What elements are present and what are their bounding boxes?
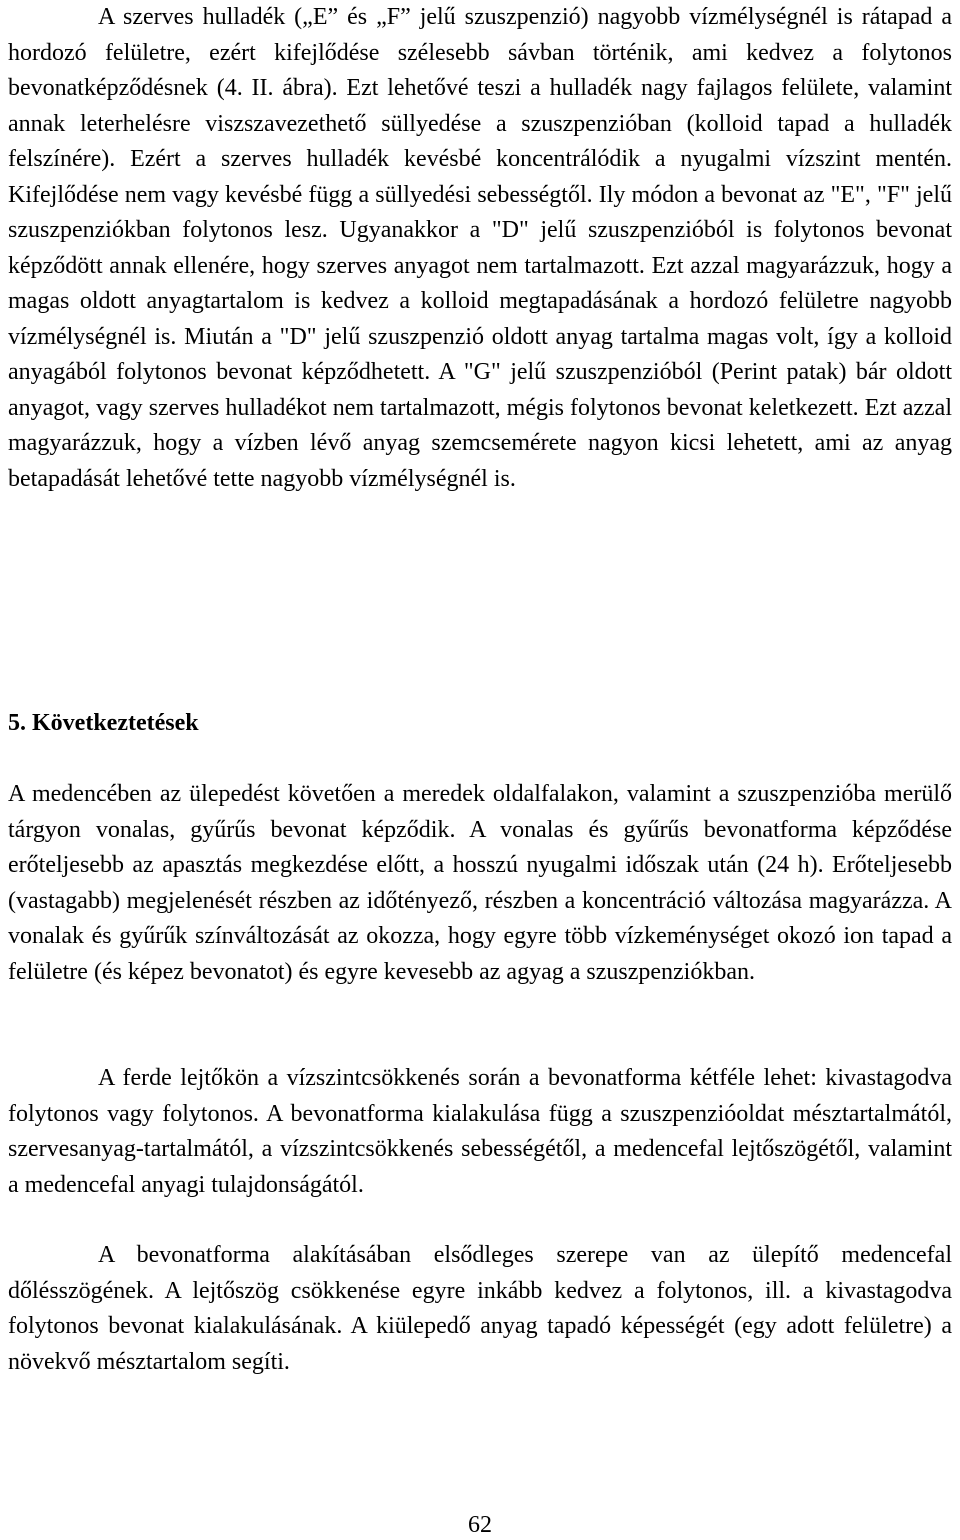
section-heading: 5. Következtetések <box>8 710 199 736</box>
page-number: 62 <box>468 1512 492 1538</box>
body-paragraph-3: A ferde lejtőkön a vízszintcsökkenés során a bevonatforma kétféle lehet: kivastagodva folytonos vagy folytonos. A bevonatforma kialakulása függ a szuszpenzióoldat mésztartalmától, szervesanyag-tartalmától, a vízszintcsökkenés sebességétől, a medencefal lejtőszögétől, valamint a medencefal anyagi tulajdonságától. <box>8 1065 952 1198</box>
body-paragraph-2: A medencében az ülepedést követően a meredek oldalfalakon, valamint a szuszpenzióba merülő tárgyon vonalas, gyűrűs bevonat képződik. A vonalas és gyűrűs bevonatforma képződése erőteljesebb az apasztás megkezdése előtt, a hosszú nyugalmi időszak után (24 h). Erőteljesebb (vastagabb) megjelenését részben az időtényező, részben a koncentráció változása magyarázza. A vonalak és gyűrűk színváltozását az okozza, hogy egyre több vízkeménységet okozó ion tapad a felületre (és képez bevonatot) és egyre kevesebb az agyag a szuszpenziókban. <box>8 781 952 985</box>
body-paragraph-1: A szerves hulladék („E” és „F” jelű szuszpenzió) nagyobb vízmélységnél is rátapad a hordozó felületre, ezért kifejlődése szélesebb sávban történik, ami kedvez a folytonos bevonatképződésnek (4. II. ábra). Ezt lehetővé teszi a hulladék nagy fajlagos felülete, valamint annak leterhelésre viszszavezethető süllyedése a szuszpenzióban (kolloid tapad a hulladék felszínére). Ezért a szerves hulladék kevésbé koncentrálódik a nyugalmi vízszint mentén. Kifejlődése nem vagy kevésbé függ a süllyedési sebességtől. Ily módon a bevonat az "E", "F" jelű szuszpenziókban folytonos lesz. Ugyanakkor a "D" jelű szuszpenzióból is folytonos bevonat képződött annak ellenére, hogy szerves anyagot nem tartalmazott. Ezt azzal magyarázzuk, hogy a magas oldott anyagtartalom is kedvez a kolloid megtapadásának a hordozó felületre nagyobb vízmélységnél is. Miután a "D" jelű szuszpenzió oldott anyag tartalma magas volt, így a kolloid anyagából folytonos bevonat képződhetett. A "G" jelű szuszpenzióból (Perint patak) bár oldott anyagot, vagy szerves hulladékot nem tartalmazott, mégis folytonos bevonat keletkezett. Ezt azzal magyarázzuk, hogy a vízben lévő anyag szemcsemérete nagyon kicsi lehetett, ami az anyag betapadását lehetővé tette nagyobb vízmélységnél is. <box>8 4 952 492</box>
body-paragraph-4: A bevonatforma alakításában elsődleges szerepe van az ülepítő medencefal dőlésszögének. A lejtőszög csökkenése egyre inkább kedvez a folytonos, ill. a kivastagodva folytonos bevonat kialakulásának. A kiülepedő anyag tapadó képességét (egy adott felületre) a növekvő mésztartalom segíti. <box>8 1242 952 1375</box>
